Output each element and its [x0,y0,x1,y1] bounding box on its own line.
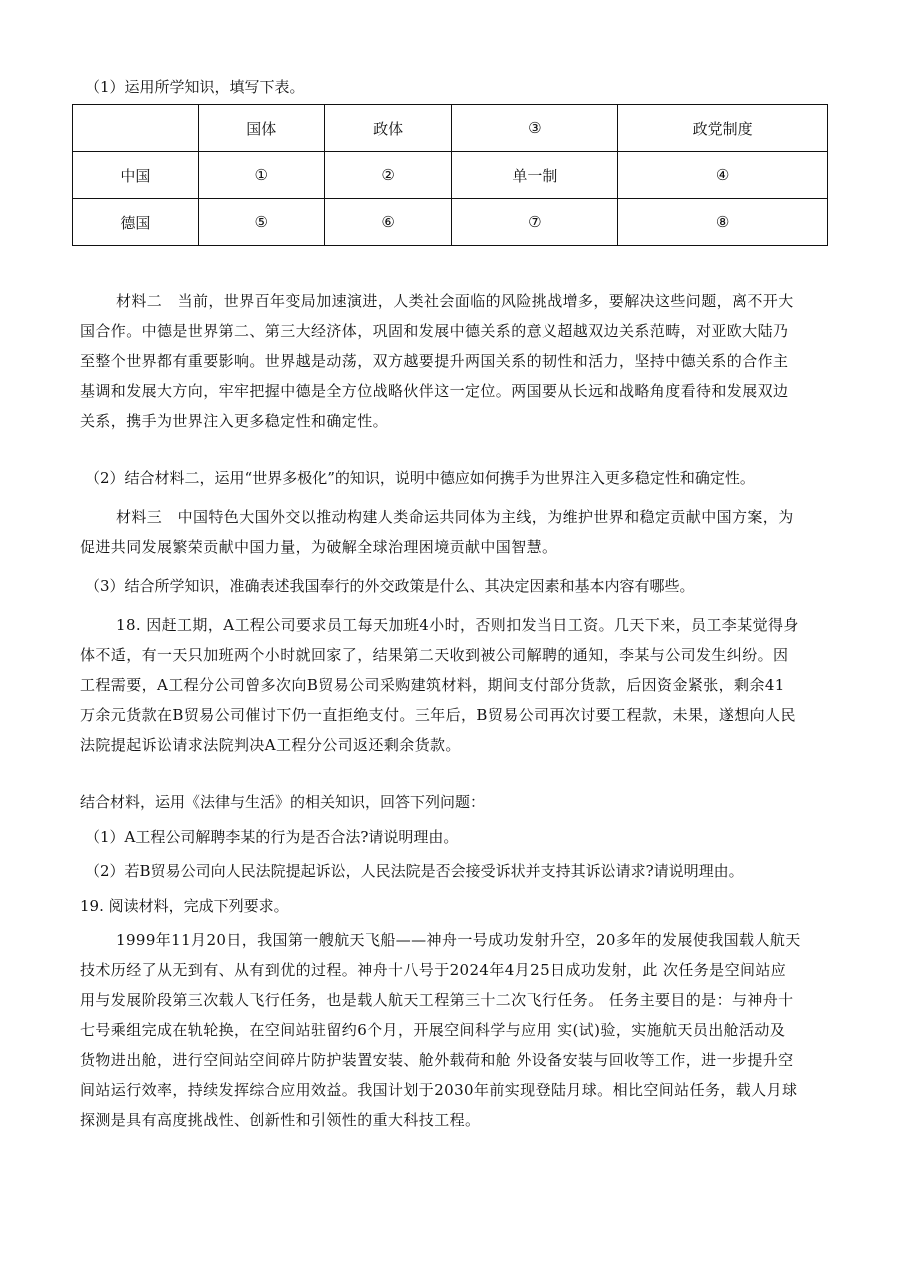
table-header-cell: ③ [452,105,618,152]
paragraph-line: 间站运行效率，持续发挥综合应用效益。我国计划于2030年前实现登陆月球。相比空间站任务，载人月球 [80,1081,798,1099]
question-18-sub-1: （1）A工程公司解聘李某的行为是否合法?请说明理由。 [85,828,459,846]
material-2-paragraph [80,286,794,436]
table-cell: ⑦ [452,199,618,246]
question-19-material [80,925,801,1135]
table-header-cell [73,105,199,152]
table-row [73,152,828,199]
paragraph-line: 1999年11月20日，我国第一艘航天飞船——神舟一号成功发射升空，20多年的发展使我国载人航天 [116,931,801,949]
table-row [73,199,828,246]
table-cell: ⑥ [324,199,452,246]
table-cell: 德国 [73,199,199,246]
question-19-title: 19. 阅读材料，完成下列要求。 [80,897,289,915]
table-cell: ① [198,152,324,199]
question-18-sub-2: （2）若B贸易公司向人民法院提起诉讼，人民法院是否会接受诉状并支持其诉讼请求?请说明理由。 [85,862,744,880]
table-cell: ④ [618,152,828,199]
paragraph-line: 探测是具有高度挑战性、创新性和引领性的重大科技工程。 [80,1111,481,1129]
paragraph-line: 国合作。中德是世界第二、第三大经济体，巩固和发展中德关系的意义超越双边关系范畴，对亚欧大陆乃 [80,322,789,340]
table-cell: ⑤ [198,199,324,246]
question-18-material [80,610,799,760]
table-cell: ② [324,152,452,199]
question-3-prompt: （3）结合所学知识，准确表述我国奉行的外交政策是什么、其决定因素和基本内容有哪些。 [85,577,695,595]
material-3-paragraph [80,502,794,562]
question-1-prompt: （1）运用所学知识，填写下表。 [85,78,305,96]
table-header-cell: 政党制度 [618,105,828,152]
paragraph-line: 货物进出舱，进行空间站空间碎片防护装置安装、舱外载荷和舱 外设备安装与回收等工作，进一步提升空 [80,1051,794,1069]
paragraph-line: 七号乘组完成在轨轮换，在空间站驻留约6个月，开展空间科学与应用 实(试)验，实施航天员出舱活动及 [80,1021,786,1039]
paragraph-line: 工程需要，A工程分公司曾多次向B贸易公司采购建筑材料，期间支付部分货款，后因资金紧张，剩余41 [80,676,785,694]
paragraph-line: 关系，携手为世界注入更多稳定性和确定性。 [80,412,389,430]
paragraph-line: 法院提起诉讼请求法院判决A工程分公司返还剩余货款。 [80,736,461,754]
table-header-cell: 政体 [324,105,452,152]
paragraph-line: 至整个世界都有重要影响。世界越是动荡，双方越要提升两国关系的韧性和活力，坚持中德关系的合作主 [80,352,789,370]
table-cell: ⑧ [618,199,828,246]
table-header-cell: 国体 [198,105,324,152]
paragraph-line: 万余元货款在B贸易公司催讨下仍一直拒绝支付。三年后，B贸易公司再次讨要工程款，未果，遂想向人民 [80,706,796,724]
paragraph-line: 技术历经了从无到有、从有到优的过程。神舟十八号于2024年4月25日成功发射，此 次任务是空间站应 [80,961,787,979]
question-18-instruction: 结合材料，运用《法律与生活》的相关知识，回答下列问题： [80,793,486,811]
table-header-row [73,105,828,152]
paragraph-line: 基调和发展大方向，牢牢把握中德是全方位战略伙伴这一定位。两国要从长远和战略角度看待和发展双边 [80,382,789,400]
paragraph-line: 18. 因赶工期，A工程公司要求员工每天加班4小时，否则扣发当日工资。几天下来，员工李某觉得身 [116,616,799,634]
paragraph-line: 材料二 当前，世界百年变局加速演进，人类社会面临的风险挑战增多，要解决这些问题，离不开大 [116,292,794,310]
paragraph-line: 用与发展阶段第三次载人飞行任务，也是载人航天工程第三十二次飞行任务。 任务主要目的是：与神舟十 [80,991,794,1009]
question-2-prompt: （2）结合材料二，运用“世界多极化”的知识，说明中德应如何携手为世界注入更多稳定性和确定性。 [85,469,755,487]
table-cell: 单一制 [452,152,618,199]
paragraph-line: 促进共同发展繁荣贡献中国力量，为破解全球治理困境贡献中国智慧。 [80,538,558,556]
paragraph-line: 体不适，有一天只加班两个小时就回家了，结果第二天收到被公司解聘的通知，李某与公司发生纠纷。因 [80,646,789,664]
table-cell: 中国 [73,152,199,199]
paragraph-line: 材料三 中国特色大国外交以推动构建人类命运共同体为主线，为维护世界和稳定贡献中国方案，为 [116,508,794,526]
regime-comparison-table [72,104,828,246]
